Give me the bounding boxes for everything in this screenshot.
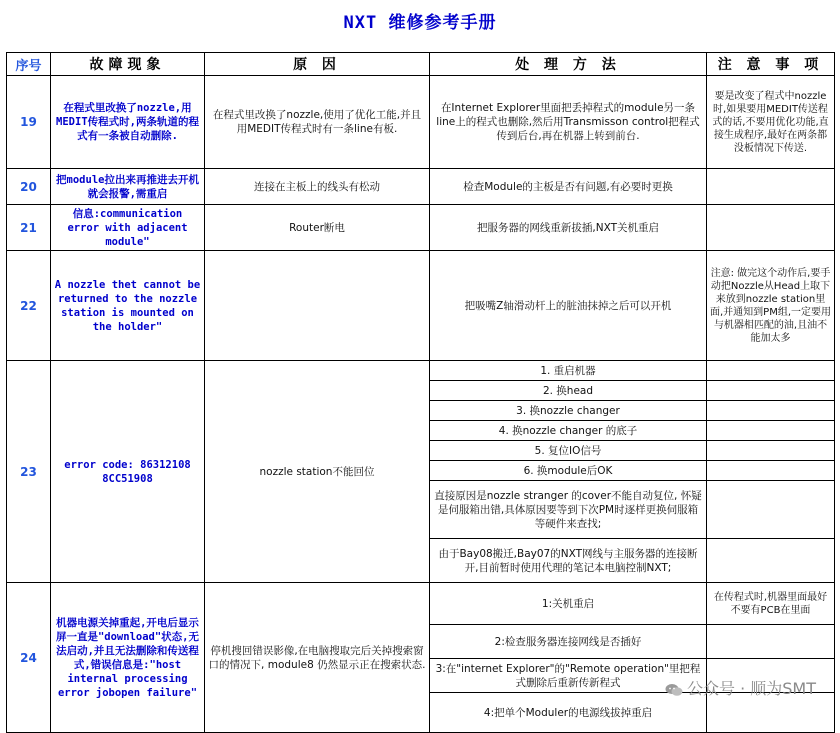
- wechat-bubble-icon: [665, 683, 683, 697]
- solution-step: 1. 重启机器: [430, 361, 707, 381]
- table-row-22: [7, 251, 835, 361]
- table-row-24: [7, 583, 835, 625]
- solution-step: 2:检查服务器连接网线是否插好: [430, 625, 707, 659]
- solution-step: 由于Bay08搬迁,Bay07的NXT网线与主服务器的连接断开,目前暂时使用代理的笔记本电脑控制NXT;: [430, 539, 707, 583]
- notes-cell: [707, 401, 835, 421]
- reason-cell: 连接在主板上的线头有松动: [205, 169, 430, 205]
- solution-step: 3:在"internet Explorer"的"Remote operation"里把程式删除后重新传新程式: [430, 659, 707, 693]
- solution-cell: 在Internet Explorer里面把丢掉程式的module另一条line上的程式也删除,然后用Transmisson control把程式传到后台,再在机器上转到前台.: [430, 76, 707, 169]
- row-number: 21: [7, 205, 51, 251]
- notes-cell: [707, 461, 835, 481]
- table-row-19: [7, 76, 835, 169]
- notes-cell: [707, 205, 835, 251]
- notes-cell: [707, 169, 835, 205]
- reason-cell: [205, 251, 430, 361]
- table-row-21: [7, 205, 835, 251]
- reason-cell: nozzle station不能回位: [205, 361, 430, 583]
- solution-cell: 把服务器的网线重新拔插,NXT关机重启: [430, 205, 707, 251]
- repair-table: [6, 52, 835, 733]
- fault-cell: error code: 86312108 8CC51908: [51, 361, 205, 583]
- solution-step: 5. 复位IO信号: [430, 441, 707, 461]
- notes-cell: [707, 441, 835, 461]
- notes-cell: [707, 381, 835, 401]
- watermark: [665, 676, 816, 699]
- fault-cell: 把module拉出来再推进去开机就会报警,需重启: [51, 169, 205, 205]
- header-no: 序号: [7, 53, 51, 76]
- header-fault: 故障现象: [51, 53, 205, 76]
- solution-step: 2. 换head: [430, 381, 707, 401]
- row-number: 24: [7, 583, 51, 733]
- notes-cell: [707, 421, 835, 441]
- row-number: 23: [7, 361, 51, 583]
- fault-cell: 机器电源关掉重起,开电后显示屏一直是"download"状态,无法启动,并且无法删除和传送程式,错误信息是:"host internal processing error jobopen failure": [51, 583, 205, 733]
- header-notes: 注 意 事 项: [707, 53, 835, 76]
- page-title: NXT 维修参考手册: [343, 13, 497, 33]
- solution-step: 6. 换module后OK: [430, 461, 707, 481]
- notes-cell: 注意: 做完这个动作后,要手动把Nozzle从Head上取下来放到nozzle station里面,并通知到PM组,一定要用与机器相匹配的油,且油不能加太多: [707, 251, 835, 361]
- fault-cell: 信息:communication error with adjacent module": [51, 205, 205, 251]
- solution-cell: 把吸嘴Z轴滑动杆上的脏油抹掉之后可以开机: [430, 251, 707, 361]
- notes-cell: 在传程式时,机器里面最好不要有PCB在里面: [707, 583, 835, 625]
- header-row: [7, 53, 835, 76]
- row-number: 22: [7, 251, 51, 361]
- solution-step: 1:关机重启: [430, 583, 707, 625]
- header-reason: 原 因: [205, 53, 430, 76]
- watermark-text: 公众号 · 顺为SMT: [687, 679, 816, 698]
- solution-step: 4. 换nozzle changer 的底子: [430, 421, 707, 441]
- notes-cell: [707, 361, 835, 381]
- solution-step: 4:把单个Moduler的电源线拔掉重启: [430, 693, 707, 733]
- notes-cell: [707, 481, 835, 539]
- row-number: 19: [7, 76, 51, 169]
- table-row-23: [7, 361, 835, 381]
- table-row-20: [7, 169, 835, 205]
- notes-cell: [707, 539, 835, 583]
- reason-cell: Router断电: [205, 205, 430, 251]
- notes-cell: [707, 625, 835, 659]
- solution-step: 直接原因是nozzle stranger 的cover不能自动复位, 怀疑是伺服箱出错,具体原因要等到下次PM时逐样更换伺服箱等硬件来查找;: [430, 481, 707, 539]
- header-solution: 处 理 方 法: [430, 53, 707, 76]
- reason-cell: 在程式里改换了nozzle,使用了优化工能,并且用MEDIT传程式时有一条line有板.: [205, 76, 430, 169]
- fault-cell: 在程式里改换了nozzle,用MEDIT传程式时,两条轨道的程式有一条被自动删除.: [51, 76, 205, 169]
- solution-cell: 检查Module的主板是否有问题,有必要时更换: [430, 169, 707, 205]
- fault-cell: A nozzle thet cannot be returned to the nozzle station is mounted on the holder": [51, 251, 205, 361]
- solution-step: 3. 换nozzle changer: [430, 401, 707, 421]
- row-number: 20: [7, 169, 51, 205]
- reason-cell: 停机搜回错误影像,在电脑搜取完后关掉搜索窗口的情况下, module8 仍然显示正在搜索状态.: [205, 583, 430, 733]
- notes-cell: 要是改变了程式中nozzle时,如果要用MEDIT传送程式的话,不要用优化功能,直接生成程序,最好在两条都没板情况下传送.: [707, 76, 835, 169]
